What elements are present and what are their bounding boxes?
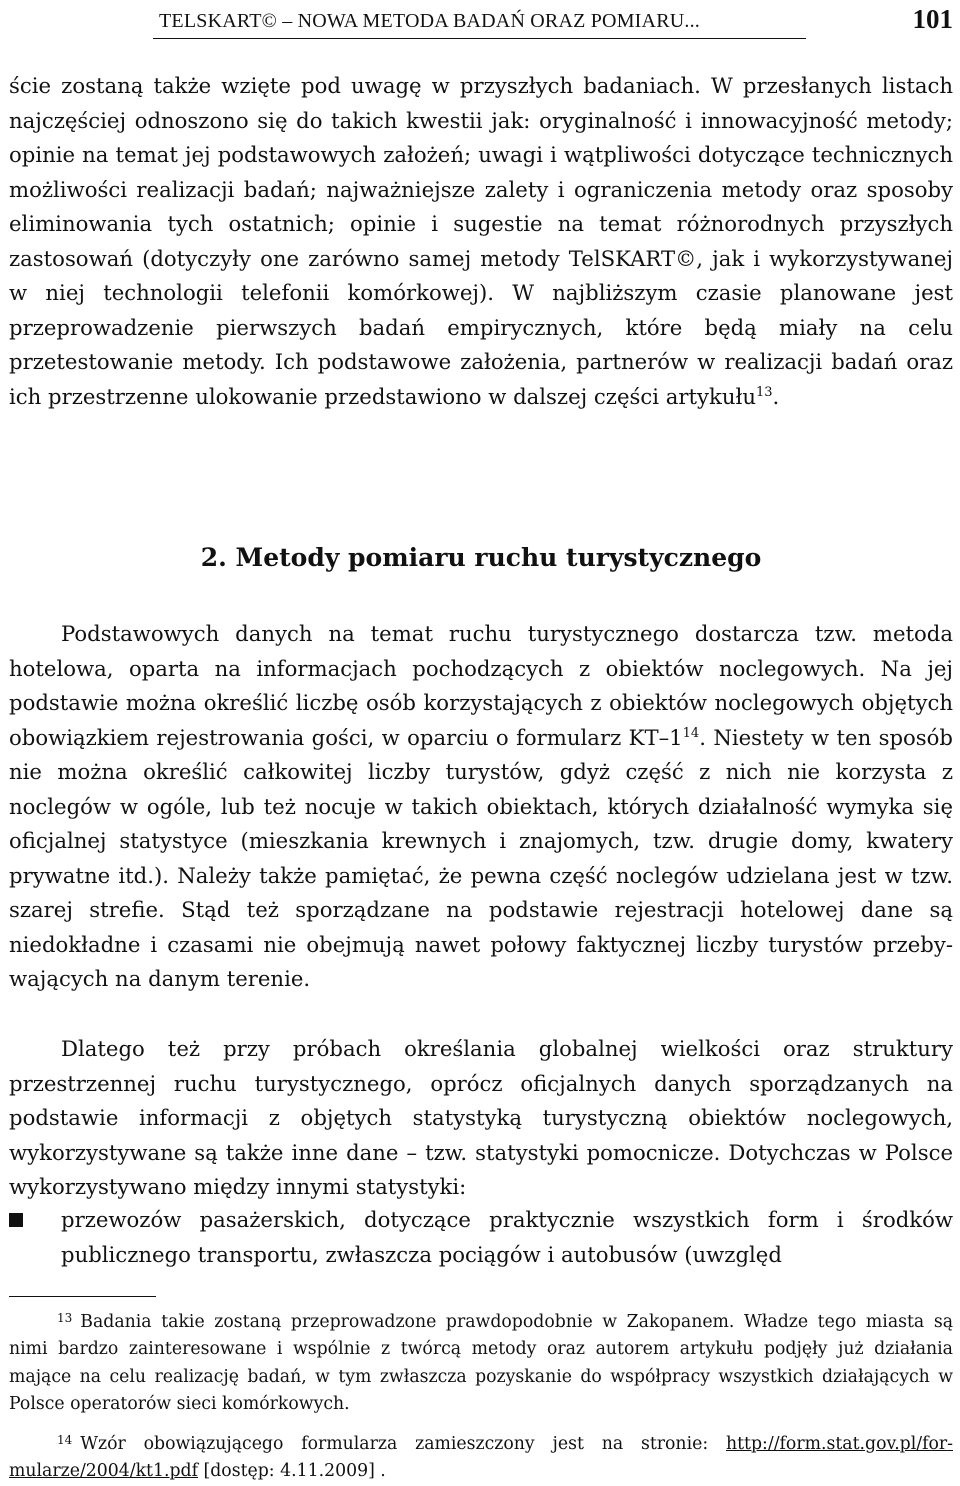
paragraph-3: Dlatego też przy próbach określania globalnej wielkości oraz struktury przestrzennej ruchu turystycznego, oprócz oficjalnych danych sporządzanych na podstawie informacji z objętych statystyką turystyczną obiektów noclegowych, wykorzystywane są także inne dane – tzw. statystyki pomocnicze. Dotychczas w Polsce wykorzystywano między innymi statystyki: bbox=[9, 1036, 953, 1199]
header-rule bbox=[153, 38, 806, 39]
footnote-14-number: 14 bbox=[57, 1433, 73, 1447]
list-item-text: przewozów pasażerskich, dotyczące praktycznie wszystkich form i środków publicznego transportu, zwłaszcza pociągów i autobusów (uwzględ bbox=[61, 1207, 953, 1267]
paragraph-2-end: . Niestety w ten sposób nie można określić całkowitej liczby turystów, gdyż część z nich nie korzysta z noclegów w ogóle, lub też nocuje w takich obiektach, których działalność wymyka się oficjalnej statystyce (mieszkania krewnych i znajomych, tzw. drugie domy, kwatery prywatne itd.). Należy także pamiętać, że pewna część noclegów udzielana jest w tzw. szarej strefie. Stąd też sporządzane na podstawie rejestracji hotelowej dane są niedokładne i czasami nie obejmują nawet połowy faktycznej liczby turystów przebywających na danym terenie. bbox=[9, 724, 953, 991]
paragraph-1-text: ście zostaną także wzięte pod uwagę w przyszłych badaniach. W przesłanych listach najczęściej odnoszono się do takich kwestii jak: oryginalność i innowacyjność metody; opinie na temat jej podstawowych założeń; uwagi i wątpliwości dotyczące technicznych możliwości realizacji badań; najważniejsze zalety i ograniczenia metody oraz sposoby eliminowania tych ostatnich; opinie i sugestie na temat różnorodnych przyszłych zastosowań (dotyczyły one zarówno samej metody TelSKART©, jak i wykorzystywanej w niej technologii telefonii komórkowej). W najbliższym czasie planowane jest przeprowadzenie pierwszych badań empirycznych, które będą miały na celu przetestowanie metody. Ich podstawowe założenia, partnerów w realizacji badań oraz ich przestrzenne ulokowanie przedstawiono w dalszej części artykułu bbox=[9, 73, 953, 409]
paragraph-2-start: Podstawowych danych na temat ruchu turystycznego dostarcza tzw. metoda hotelowa, oparta na informacjach pochodzących z obiektów noclegowych. Na jej podstawie można określić liczbę osób korzystających z obiektów noclegowych objętych obowiązkiem rejestrowania gości, w oparciu o formularz KT–1 bbox=[9, 621, 953, 750]
footnote-ref-14[interactable]: 14 bbox=[682, 725, 700, 741]
footnote-14-after: [dostęp: 4.11.2009] . bbox=[198, 1461, 386, 1482]
footnote-13-text: Badania takie zostaną przeprowadzone prawdopodobnie w Zakopanem. Władze tego miasta są nimi bardzo zainteresowane i wspólnie z twórcą metody oraz autorem artykułu podjęły już działania mające na celu realizację badań, w tym zwłaszcza pozyskanie do współpracy wszystkich działających w Polsce operatorów sieci komórkowych. bbox=[9, 1312, 953, 1414]
paragraph-1-end: . bbox=[772, 383, 780, 409]
running-title: TELSKART© – NOWA METODA BADAŃ ORAZ POMIARU... bbox=[159, 10, 700, 32]
footnote-ref-13[interactable]: 13 bbox=[756, 384, 773, 400]
paragraph-1 bbox=[9, 69, 953, 414]
running-header bbox=[9, 4, 953, 40]
footnote-14 bbox=[9, 1427, 953, 1486]
document-page bbox=[9, 0, 953, 1484]
page-number: 101 bbox=[912, 4, 953, 34]
footnote-rule bbox=[9, 1296, 156, 1297]
footnote-14-text: Wzór obowiązującego formularza zamieszczony jest na stronie: bbox=[80, 1434, 726, 1454]
footnote-14-link[interactable]: http://form.stat.gov.pl/formularze/2004/kt1.pdf bbox=[9, 1434, 953, 1482]
footnote-13-number: 13 bbox=[57, 1311, 73, 1325]
footnote-13 bbox=[9, 1305, 953, 1418]
section-heading: 2. Metody pomiaru ruchu turystycznego bbox=[200, 543, 762, 572]
square-bullet-icon bbox=[9, 1213, 23, 1227]
list-item bbox=[9, 1203, 953, 1272]
paragraph-2 bbox=[9, 617, 953, 997]
